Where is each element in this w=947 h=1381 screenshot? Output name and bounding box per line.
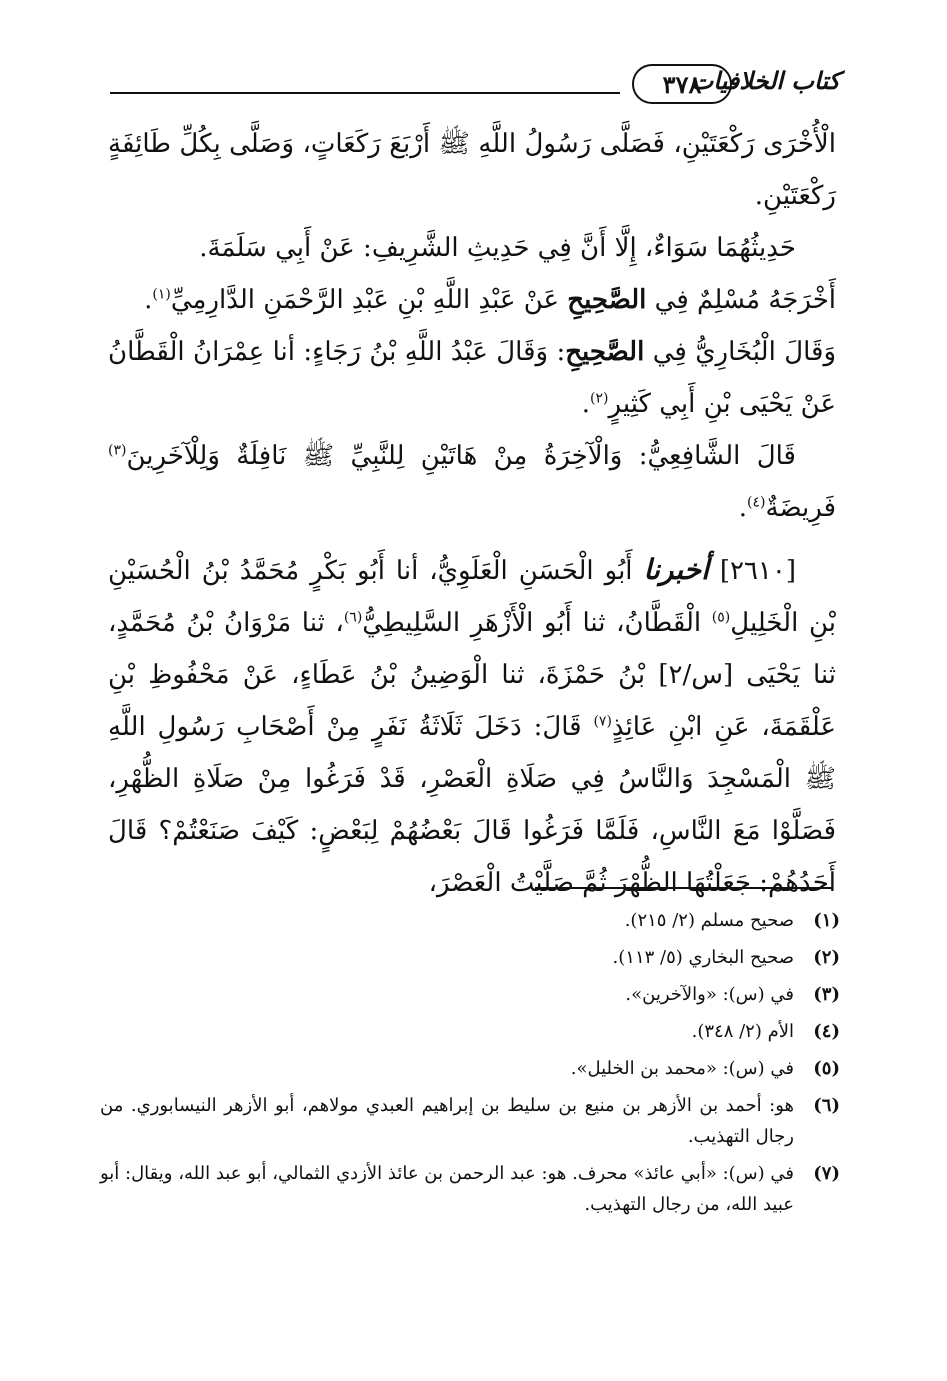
main-text [108,118,836,898]
book-title: كتاب الخلافيات [690,66,840,95]
footnote-ref-4: (٤) [747,494,766,511]
footnote-number: (٣) [813,984,840,1005]
akhbarana-keyword: أخبرنا [643,553,709,586]
text-run: : وَقَالَ عَبْدُ اللَّهِ بْنُ رَجَاءٍ: أنا عِمْرَانُ الْقَطَّانُ عَنْ يَحْيَى بْنِ أَبِي كَثِيرٍ [108,337,836,419]
footnote-number: (٧) [813,1163,840,1184]
footnote-number: (٤) [813,1021,840,1042]
footnote-item [100,942,840,973]
footnote-text: في (س): «محمد بن الخليل». [570,1058,794,1079]
footnote-item [100,1016,840,1047]
text-run: فَرِيضَةٌ [765,493,836,523]
text-run: . [581,389,591,419]
footnote-text: صحيح البخاري (٥/ ١١٣). [612,947,794,968]
text-run: عَنْ عَبْدِ اللَّهِ بْنِ عَبْدِ الرَّحْمَنِ الدَّارِمِيِّ [170,285,568,315]
footnote-ref-1: (١) [152,286,171,303]
footnote-text: هو: أحمد بن الأزهر بن منيع بن سليط بن إبراهيم العبدي مولاهم، أبو الأزهر النيسابوري. من رجال التهذيب. [100,1095,794,1147]
footnotes [100,905,840,1226]
text-run: بْنُ حَمْزَةَ، ثنا الْوَضِينُ بْنُ عَطَاءٍ، عَنْ مَحْفُوظِ بْنِ عَلْقَمَةَ، عَنِ ابْنِ عَائِذٍ [108,660,836,742]
paragraph-6 [108,544,836,909]
footnote-ref-6: (٦) [343,609,363,626]
footnote-ref-2: (٢) [590,390,609,407]
paragraph-4 [108,326,836,430]
text-run: ، ثنا مَرْوَانُ بْنُ مُحَمَّدٍ، ثنا يَحْيَى [108,608,836,690]
footnote-separator [535,887,833,889]
footnote-text: في (س): «أبي عائذ» محرف. هو: عبد الرحمن بن عائذ الأزدي الثمالي، أبو عبد الله، ويقال: أبو عبيد الله، من رجال التهذيب. [100,1163,794,1215]
paragraph-2: حَدِيثُهُمَا سَوَاءٌ، إِلَّا أَنَّ فِي حَدِيثِ الشَّرِيفِ: عَنْ أَبِي سَلَمَةَ. [199,233,796,263]
footnote-number: (٥) [813,1058,840,1079]
footnote-item [100,1053,840,1084]
footnote-item [100,1158,840,1220]
hadith-number: [٢٦١٠] [719,556,796,586]
text-run: قَالَ: دَخَلَ ثَلَاثَةُ نَفَرٍ مِنْ أَصْحَابِ رَسُولِ اللَّهِ ﷺ الْمَسْجِدَ وَالنَّاسُ فِي صَلَاةِ الْعَصْرِ، قَدْ فَرَغُوا مِنْ صَلَاةِ الظُّهْرِ، فَصَلَّوْا مَعَ النَّاسِ، فَلَمَّا فَرَغُوا قَالَ بَعْضُهُمْ لِبَعْضٍ: كَيْفَ صَنَعْتُمْ؟ قَالَ أَحَدُهُمْ: جَعَلْتُهَا الظُّهْرَ ثُمَّ صَلَّيْتُ الْعَصْرَ، [108,712,836,898]
footnote-number: (٢) [813,947,840,968]
footnote-ref-5: (٥) [711,609,731,626]
text-run: . [144,285,153,315]
text-run: أَبُو الْحَسَنِ الْعَلَوِيُّ، أنا أَبُو بَكْرٍ مُحَمَّدُ بْنُ الْحُسَيْنِ بْنِ الْخَلِيلِ [108,556,836,638]
page-header [110,62,840,112]
footnote-number: (١) [813,910,840,931]
text-run: . [738,493,748,523]
page-number-badge [632,64,732,104]
footnote-item [100,1090,840,1152]
text-run: الْقَطَّانُ، ثنا أَبُو الْأَزْهَرِ السَّلِيطِيُّ [362,608,712,638]
footnote-text: في (س): «والآخرين». [625,984,794,1005]
manuscript-marker: [س/٢] [658,660,734,690]
footnote-ref-7: (٧) [593,713,612,730]
paragraph-3 [108,274,836,326]
source-title: الصَّحِيحِ [567,285,647,315]
text-run: قَالَ الشَّافِعِيُّ: وَالْآخِرَةُ مِنْ هَاتَيْنِ لِلنَّبِيِّ ﷺ نَافِلَةٌ وَلِلْآخَرِينَ [126,441,796,471]
footnote-item [100,905,840,936]
footnote-item [100,979,840,1010]
footnote-text: صحيح مسلم (٢/ ٢١٥). [624,910,794,931]
paragraph-1: الْأُخْرَى رَكْعَتَيْنِ، فَصَلَّى رَسُولُ اللَّهِ ﷺ أَرْبَعَ رَكَعَاتٍ، وَصَلَّى بِكُلِّ طَائِفَةٍ رَكْعَتَيْنِ. [108,129,836,211]
header-rule [110,92,620,94]
footnote-ref-3: (٣) [108,442,127,459]
footnote-number: (٦) [813,1095,840,1116]
page-number: ٣٧٨ [662,69,702,99]
source-title: الصَّحِيحِ [565,337,645,367]
paragraph-5 [108,430,836,534]
footnote-text: الأم (٢/ ٣٤٨). [691,1021,794,1042]
text-run: وَقَالَ الْبُخَارِيُّ فِي [644,337,836,367]
text-run: أَخْرَجَهُ مُسْلِمٌ فِي [646,285,836,315]
